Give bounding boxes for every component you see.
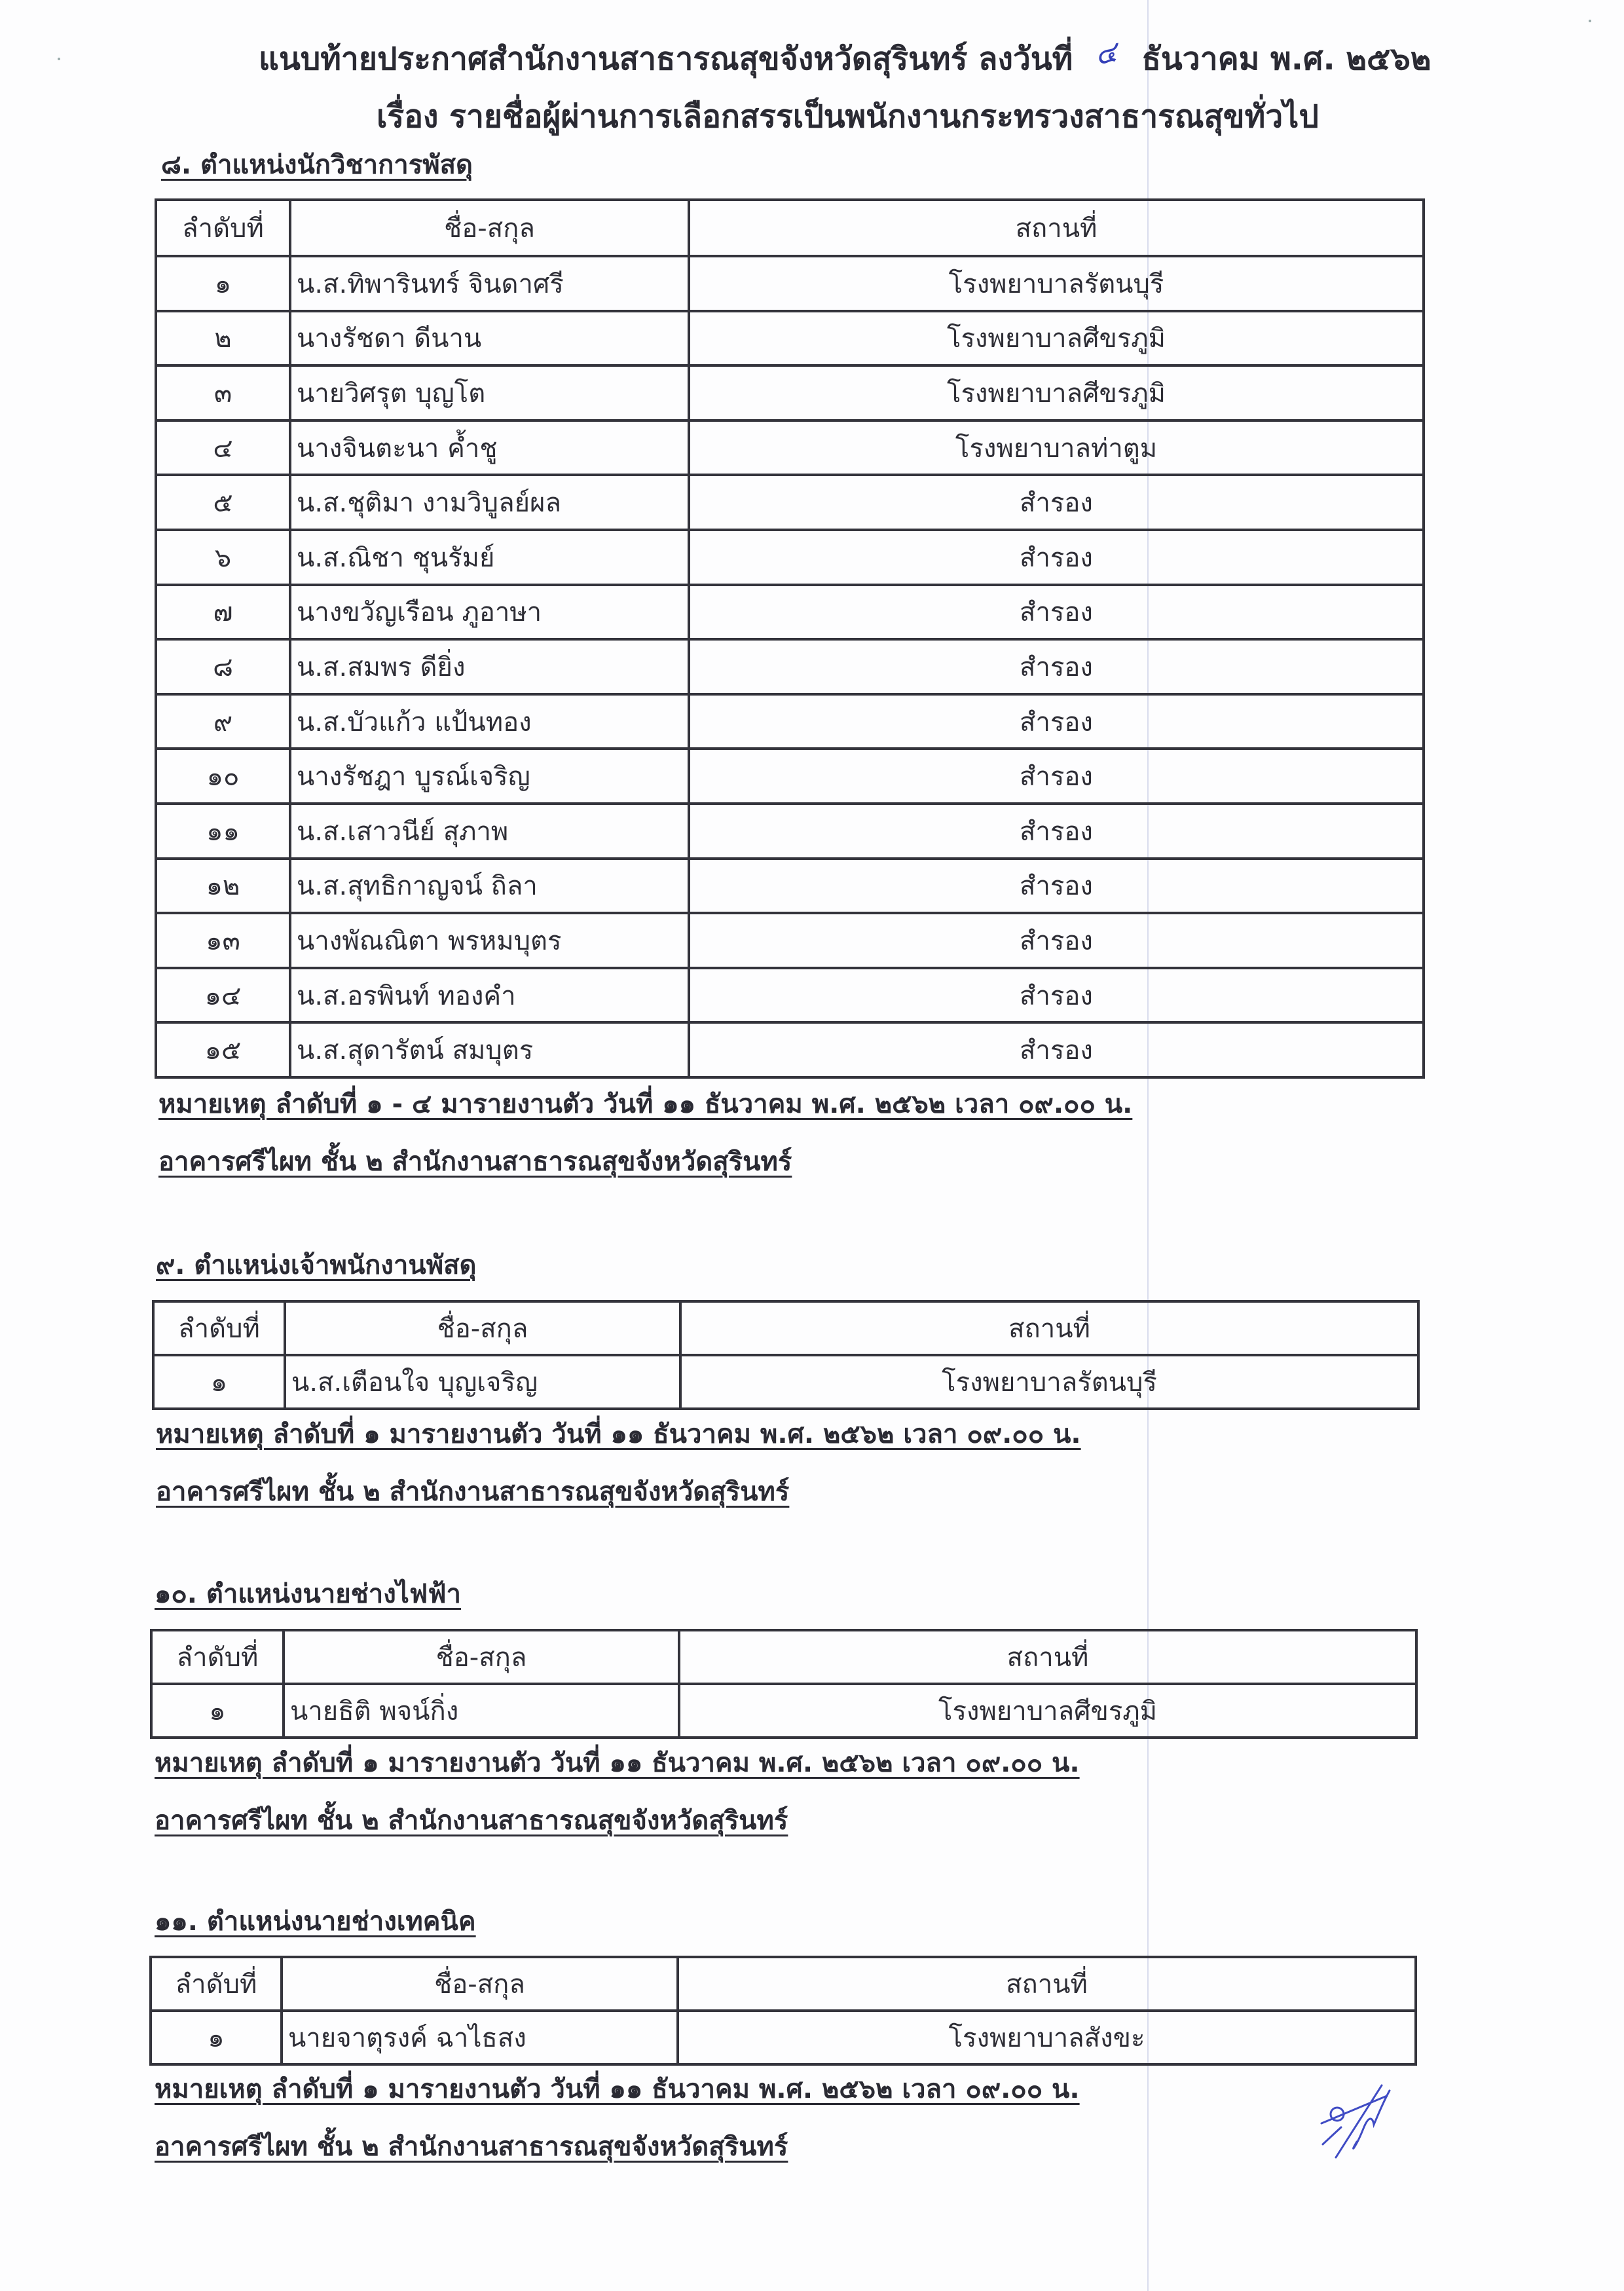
row-place: สำรอง (689, 694, 1424, 749)
section-title-8: ๘. ตำแหน่งนักวิชาการพัสดุ (161, 150, 473, 180)
column-header-place: สถานที่ (689, 200, 1424, 256)
row-seq: ๑๓ (156, 913, 290, 968)
column-header-seq: ลำดับที่ (153, 1301, 285, 1355)
row-place: สำรอง (689, 749, 1424, 804)
table-row (156, 311, 1424, 366)
row-seq: ๗ (156, 585, 290, 640)
table-row (153, 1355, 1418, 1409)
table-section-8 (155, 198, 1425, 1079)
note-line-1-section-8: หมายเหตุ ลำดับที่ ๑ - ๔ มารายงานตัว วันที่ ๑๑ ธันวาคม พ.ศ. ๒๕๖๒ เวลา ๐๙.๐๐ น. (158, 1089, 1133, 1119)
note-line-1-section-11: หมายเหตุ ลำดับที่ ๑ มารายงานตัว วันที่ ๑๑ ธันวาคม พ.ศ. ๒๕๖๒ เวลา ๐๙.๐๐ น. (155, 2074, 1080, 2104)
column-header-place: สถานที่ (678, 1957, 1416, 2011)
row-name: น.ส.เตือนใจ บุญเจริญ (285, 1355, 680, 1409)
row-name: น.ส.อรพินท์ ทองคำ (290, 968, 689, 1023)
row-place: สำรอง (689, 804, 1424, 859)
column-header-name: ชื่อ-สกุล (282, 1957, 678, 2011)
column-header-place: สถานที่ (680, 1301, 1418, 1355)
row-name: น.ส.สุทธิกาญจน์ ถิลา (290, 859, 689, 914)
row-place: สำรอง (689, 639, 1424, 694)
row-name: นางรัชฎา บูรณ์เจริญ (290, 749, 689, 804)
row-name: นางขวัญเรือน ภูอาษา (290, 585, 689, 640)
row-place: สำรอง (689, 530, 1424, 585)
row-place: สำรอง (689, 475, 1424, 530)
section-title-10: ๑๐. ตำแหน่งนายช่างไฟฟ้า (155, 1579, 461, 1609)
row-seq: ๔ (156, 420, 290, 475)
section-title-11: ๑๑. ตำแหน่งนายช่างเทคนิค (155, 1907, 476, 1937)
row-seq: ๑ (153, 1355, 285, 1409)
row-name: น.ส.ชุติมา งามวิบูลย์ผล (290, 475, 689, 530)
table-row (156, 256, 1424, 311)
row-place: สำรอง (689, 585, 1424, 640)
row-seq: ๑๔ (156, 968, 290, 1023)
row-place: โรงพยาบาลศีขรภูมิ (689, 365, 1424, 420)
column-header-seq: ลำดับที่ (151, 1630, 284, 1684)
handwritten-signature (1310, 2076, 1401, 2161)
table-section-10 (150, 1629, 1418, 1739)
table-row (156, 859, 1424, 914)
row-place: โรงพยาบาลศีขรภูมิ (679, 1684, 1416, 1738)
signature-stroke (1354, 2091, 1390, 2148)
row-place: โรงพยาบาลรัตนบุรี (689, 256, 1424, 311)
scan-speck (58, 58, 60, 60)
note-line-1-section-10: หมายเหตุ ลำดับที่ ๑ มารายงานตัว วันที่ ๑๑ ธันวาคม พ.ศ. ๒๕๖๒ เวลา ๐๙.๐๐ น. (155, 1748, 1080, 1778)
handwritten-day: ๔ (1092, 35, 1120, 72)
row-name: นายธิติ พจน์กิ่ง (284, 1684, 679, 1738)
note-line-2-section-9: อาคารศรีไผท ชั้น ๒ สำนักงานสาธารณสุขจังหวัดสุรินทร์ (156, 1477, 790, 1507)
row-place: โรงพยาบาลศีขรภูมิ (689, 311, 1424, 366)
document-title-line-1 (259, 35, 1431, 80)
row-seq: ๙ (156, 694, 290, 749)
table-row (156, 913, 1424, 968)
table-section-9 (152, 1300, 1420, 1410)
row-place: สำรอง (689, 968, 1424, 1023)
row-place: สำรอง (689, 913, 1424, 968)
row-seq: ๒ (156, 311, 290, 366)
row-name: น.ส.ณิชา ชุนรัมย์ (290, 530, 689, 585)
signature-stroke (1323, 2127, 1341, 2144)
row-name: นายวิศรุต บุญโต (290, 365, 689, 420)
row-name: นายจาตุรงค์ ฉาไธสง (282, 2011, 678, 2064)
note-line-1-section-9: หมายเหตุ ลำดับที่ ๑ มารายงานตัว วันที่ ๑๑ ธันวาคม พ.ศ. ๒๕๖๒ เวลา ๐๙.๐๐ น. (156, 1419, 1081, 1449)
table-row (156, 585, 1424, 640)
table-header-row (153, 1301, 1418, 1355)
row-name: นางพัณณิตา พรหมบุตร (290, 913, 689, 968)
table-row (156, 639, 1424, 694)
row-seq: ๘ (156, 639, 290, 694)
table-row (151, 2011, 1416, 2064)
column-header-name: ชื่อ-สกุล (290, 200, 689, 256)
column-header-name: ชื่อ-สกุล (285, 1301, 680, 1355)
table-header-row (156, 200, 1424, 256)
section-title-9: ๙. ตำแหน่งเจ้าพนักงานพัสดุ (156, 1250, 477, 1280)
table-row (151, 1684, 1416, 1738)
row-name: น.ส.สมพร ดียิ่ง (290, 639, 689, 694)
title-suffix: ธันวาคม พ.ศ. ๒๕๖๒ (1141, 41, 1431, 77)
table-row (156, 1022, 1424, 1077)
row-seq: ๕ (156, 475, 290, 530)
row-seq: ๑๕ (156, 1022, 290, 1077)
row-name: น.ส.สุดารัตน์ สมบุตร (290, 1022, 689, 1077)
table-header-row (151, 1957, 1416, 2011)
row-place: โรงพยาบาลรัตนบุรี (680, 1355, 1418, 1409)
row-name: น.ส.เสาวนีย์ สุภาพ (290, 804, 689, 859)
document-title-line-2: เรื่อง รายชื่อผู้ผ่านการเลือกสรรเป็นพนักงานกระทรวงสาธารณสุขทั่วไป (377, 98, 1319, 135)
row-place: โรงพยาบาลท่าตูม (689, 420, 1424, 475)
table-row (156, 968, 1424, 1023)
row-place: สำรอง (689, 859, 1424, 914)
row-seq: ๑๒ (156, 859, 290, 914)
row-place: โรงพยาบาลสังขะ (678, 2011, 1416, 2064)
note-line-2-section-10: อาคารศรีไผท ชั้น ๒ สำนักงานสาธารณสุขจังหวัดสุรินทร์ (155, 1806, 788, 1836)
column-header-place: สถานที่ (679, 1630, 1416, 1684)
column-header-seq: ลำดับที่ (156, 200, 290, 256)
table-row (156, 365, 1424, 420)
row-name: น.ส.ทิพารินทร์ จินดาศรี (290, 256, 689, 311)
row-seq: ๓ (156, 365, 290, 420)
row-seq: ๑ (151, 2011, 282, 2064)
scan-speck (1589, 20, 1591, 22)
row-seq: ๖ (156, 530, 290, 585)
table-row (156, 749, 1424, 804)
column-header-name: ชื่อ-สกุล (284, 1630, 679, 1684)
table-header-row (151, 1630, 1416, 1684)
row-name: น.ส.บัวแก้ว แป้นทอง (290, 694, 689, 749)
row-seq: ๑๐ (156, 749, 290, 804)
table-row (156, 694, 1424, 749)
row-seq: ๑ (151, 1684, 284, 1738)
row-place: สำรอง (689, 1022, 1424, 1077)
note-line-2-section-8: อาคารศรีไผท ชั้น ๒ สำนักงานสาธารณสุขจังหวัดสุรินทร์ (158, 1147, 792, 1177)
table-section-11 (149, 1956, 1417, 2066)
row-name: นางจินตะนา ค้ำชู (290, 420, 689, 475)
note-line-2-section-11: อาคารศรีไผท ชั้น ๒ สำนักงานสาธารณสุขจังหวัดสุรินทร์ (155, 2132, 788, 2162)
row-name: นางรัชดา ดีนาน (290, 311, 689, 366)
table-row (156, 804, 1424, 859)
title-prefix: แนบท้ายประกาศสำนักงานสาธารณสุขจังหวัดสุรินทร์ ลงวันที่ (259, 41, 1073, 77)
table-row (156, 475, 1424, 530)
table-row (156, 420, 1424, 475)
column-header-seq: ลำดับที่ (151, 1957, 282, 2011)
row-seq: ๑๑ (156, 804, 290, 859)
table-row (156, 530, 1424, 585)
row-seq: ๑ (156, 256, 290, 311)
